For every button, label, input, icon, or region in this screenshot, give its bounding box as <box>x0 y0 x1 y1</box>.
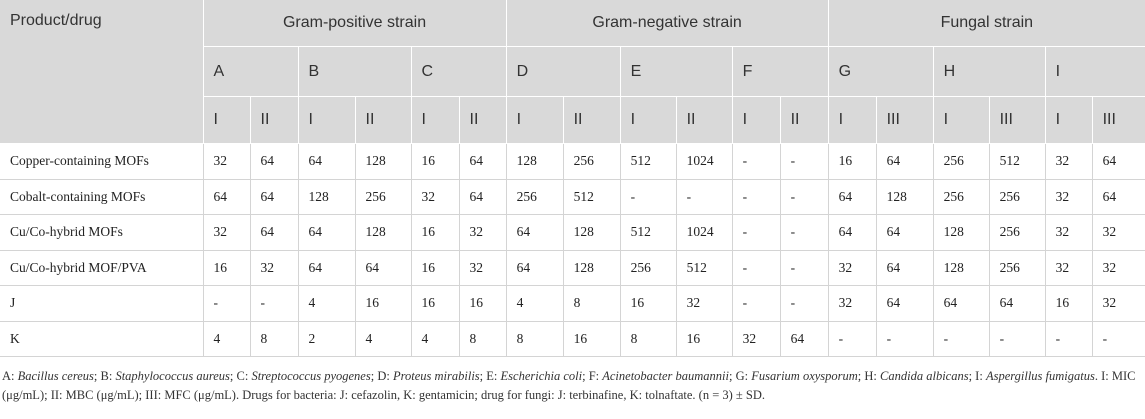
strain-header: D <box>506 47 620 97</box>
measure-header: I <box>828 97 876 144</box>
value-cell: 16 <box>459 286 506 322</box>
table-row <box>0 321 1145 357</box>
measure-header: III <box>1092 97 1145 144</box>
strain-header: E <box>620 47 732 97</box>
value-cell: 16 <box>620 286 676 322</box>
value-cell: 32 <box>459 215 506 251</box>
value-cell: 128 <box>876 179 933 215</box>
product-name-cell: K <box>0 321 203 357</box>
measure-header: I <box>203 97 250 144</box>
value-cell: 16 <box>355 286 411 322</box>
value-cell: - <box>620 179 676 215</box>
value-cell: 4 <box>298 286 355 322</box>
value-cell: 256 <box>989 179 1045 215</box>
value-cell: 64 <box>506 215 563 251</box>
value-cell: 64 <box>876 215 933 251</box>
value-cell: 64 <box>876 250 933 286</box>
value-cell: 16 <box>411 215 459 251</box>
measure-header: II <box>459 97 506 144</box>
value-cell: 64 <box>780 321 828 357</box>
gram-positive-header: Gram-positive strain <box>203 0 506 47</box>
value-cell: - <box>250 286 298 322</box>
table-row <box>0 144 1145 180</box>
measure-header: II <box>676 97 732 144</box>
product-drug-header: Product/drug <box>0 0 203 144</box>
value-cell: - <box>732 286 780 322</box>
value-cell: 16 <box>828 144 876 180</box>
value-cell: 32 <box>1045 250 1092 286</box>
value-cell: 32 <box>1045 215 1092 251</box>
value-cell: 64 <box>828 215 876 251</box>
value-cell: 256 <box>620 250 676 286</box>
measure-header: I <box>732 97 780 144</box>
value-cell: 256 <box>933 179 989 215</box>
value-cell: 16 <box>411 144 459 180</box>
product-name-cell: J <box>0 286 203 322</box>
strain-header: G <box>828 47 933 97</box>
product-name-cell: Cu/Co-hybrid MOFs <box>0 215 203 251</box>
value-cell: - <box>876 321 933 357</box>
value-cell: 32 <box>1092 250 1145 286</box>
value-cell: 128 <box>506 144 563 180</box>
value-cell: 64 <box>828 179 876 215</box>
table-row <box>0 179 1145 215</box>
value-cell: 16 <box>411 250 459 286</box>
species-name: Streptococcus pyogenes <box>251 369 371 383</box>
value-cell: 4 <box>411 321 459 357</box>
value-cell: 256 <box>506 179 563 215</box>
table-row <box>0 286 1145 322</box>
value-cell: 64 <box>203 179 250 215</box>
footnote-text: ; D: <box>370 369 393 383</box>
species-name: Proteus mirabilis <box>392 369 480 383</box>
footnote-text: ; C: <box>229 369 252 383</box>
value-cell: 32 <box>203 215 250 251</box>
value-cell: 4 <box>506 286 563 322</box>
value-cell: - <box>732 215 780 251</box>
value-cell: 16 <box>676 321 732 357</box>
measure-header: II <box>780 97 828 144</box>
measure-header: I <box>933 97 989 144</box>
value-cell: 256 <box>933 144 989 180</box>
species-name: Staphylococcus aureus <box>115 369 230 383</box>
value-cell: - <box>828 321 876 357</box>
species-name: Fusarium oxysporum <box>751 369 858 383</box>
measure-header: I <box>620 97 676 144</box>
fungal-header: Fungal strain <box>828 0 1145 47</box>
value-cell: 16 <box>1045 286 1092 322</box>
strain-header: B <box>298 47 411 97</box>
value-cell: 2 <box>298 321 355 357</box>
value-cell: - <box>732 144 780 180</box>
product-name-cell: Copper-containing MOFs <box>0 144 203 180</box>
value-cell: - <box>989 321 1045 357</box>
value-cell: - <box>780 250 828 286</box>
measure-header: I <box>411 97 459 144</box>
value-cell: 64 <box>355 250 411 286</box>
value-cell: 32 <box>732 321 780 357</box>
value-cell: 128 <box>355 215 411 251</box>
value-cell: 64 <box>459 144 506 180</box>
value-cell: - <box>780 144 828 180</box>
value-cell: 512 <box>620 215 676 251</box>
value-cell: - <box>676 179 732 215</box>
footnote-text: . I: MIC (μg/mL); II: MBC (μg/mL); III: MFC (μg/mL). Drugs for bacteria: J: cefazolin, K: gentamicin; drug for fungi: J: terbinafine, K: tolnaftate. (n = 3) ± SD. <box>2 369 1136 402</box>
measure-header: II <box>563 97 620 144</box>
value-cell: 512 <box>620 144 676 180</box>
value-cell: - <box>780 215 828 251</box>
value-cell: 1024 <box>676 215 732 251</box>
value-cell: 64 <box>250 179 298 215</box>
measure-header: II <box>355 97 411 144</box>
species-name: Candida albicans <box>880 369 969 383</box>
value-cell: 512 <box>676 250 732 286</box>
footnote-text: ; I: <box>968 369 986 383</box>
value-cell: 32 <box>411 179 459 215</box>
value-cell: 32 <box>828 250 876 286</box>
measure-header: II <box>250 97 298 144</box>
value-cell: 16 <box>563 321 620 357</box>
value-cell: 32 <box>459 250 506 286</box>
value-cell: 256 <box>989 215 1045 251</box>
value-cell: - <box>933 321 989 357</box>
value-cell: 64 <box>1092 144 1145 180</box>
value-cell: 8 <box>620 321 676 357</box>
value-cell: 8 <box>250 321 298 357</box>
value-cell: - <box>203 286 250 322</box>
measure-header: III <box>989 97 1045 144</box>
value-cell: 128 <box>933 250 989 286</box>
strain-header: I <box>1045 47 1145 97</box>
value-cell: 32 <box>1092 286 1145 322</box>
value-cell: 512 <box>563 179 620 215</box>
species-name: Escherichia coli <box>500 369 583 383</box>
strain-header: A <box>203 47 298 97</box>
species-name: Bacillus cereus <box>17 369 94 383</box>
value-cell: 64 <box>250 144 298 180</box>
value-cell: 512 <box>989 144 1045 180</box>
species-name: Aspergillus fumigatus <box>985 369 1095 383</box>
strain-header: C <box>411 47 506 97</box>
product-name-cell: Cu/Co-hybrid MOF/PVA <box>0 250 203 286</box>
value-cell: 8 <box>506 321 563 357</box>
value-cell: 4 <box>355 321 411 357</box>
measure-header: I <box>506 97 563 144</box>
value-cell: 32 <box>676 286 732 322</box>
value-cell: 16 <box>203 250 250 286</box>
value-cell: 64 <box>933 286 989 322</box>
footnote-text: ; G: <box>728 369 752 383</box>
measure-header: III <box>876 97 933 144</box>
footnote-text: ; F: <box>582 369 603 383</box>
value-cell: 64 <box>298 144 355 180</box>
value-cell: 128 <box>298 179 355 215</box>
value-cell: 64 <box>989 286 1045 322</box>
footnote <box>0 357 1142 405</box>
species-name: Acinetobacter baumannii <box>602 369 729 383</box>
measure-header: I <box>1045 97 1092 144</box>
value-cell: 256 <box>989 250 1045 286</box>
value-cell: 256 <box>355 179 411 215</box>
value-cell: 64 <box>298 250 355 286</box>
product-name-cell: Cobalt-containing MOFs <box>0 179 203 215</box>
footnote-text: A: <box>2 369 18 383</box>
value-cell: 64 <box>876 144 933 180</box>
table-row <box>0 250 1145 286</box>
footnote-text: ; B: <box>93 369 116 383</box>
value-cell: 8 <box>563 286 620 322</box>
value-cell: 1024 <box>676 144 732 180</box>
value-cell: - <box>780 286 828 322</box>
value-cell: - <box>1092 321 1145 357</box>
table-row <box>0 215 1145 251</box>
value-cell: 32 <box>1045 144 1092 180</box>
value-cell: - <box>1045 321 1092 357</box>
value-cell: 64 <box>459 179 506 215</box>
value-cell: - <box>780 179 828 215</box>
value-cell: 256 <box>563 144 620 180</box>
value-cell: 32 <box>1092 215 1145 251</box>
value-cell: 128 <box>563 215 620 251</box>
value-cell: 128 <box>355 144 411 180</box>
value-cell: 4 <box>203 321 250 357</box>
footnote-text: ; H: <box>857 369 881 383</box>
value-cell: 8 <box>459 321 506 357</box>
value-cell: 64 <box>876 286 933 322</box>
value-cell: 16 <box>411 286 459 322</box>
value-cell: 64 <box>298 215 355 251</box>
strain-header: H <box>933 47 1045 97</box>
strain-header: F <box>732 47 828 97</box>
value-cell: 128 <box>563 250 620 286</box>
value-cell: 128 <box>933 215 989 251</box>
value-cell: 32 <box>203 144 250 180</box>
value-cell: 32 <box>1045 179 1092 215</box>
gram-negative-header: Gram-negative strain <box>506 0 828 47</box>
value-cell: 64 <box>250 215 298 251</box>
measure-header: I <box>298 97 355 144</box>
value-cell: 32 <box>828 286 876 322</box>
value-cell: 64 <box>506 250 563 286</box>
value-cell: 64 <box>1092 179 1145 215</box>
value-cell: - <box>732 179 780 215</box>
value-cell: 32 <box>250 250 298 286</box>
value-cell: - <box>732 250 780 286</box>
footnote-text: ; E: <box>479 369 501 383</box>
